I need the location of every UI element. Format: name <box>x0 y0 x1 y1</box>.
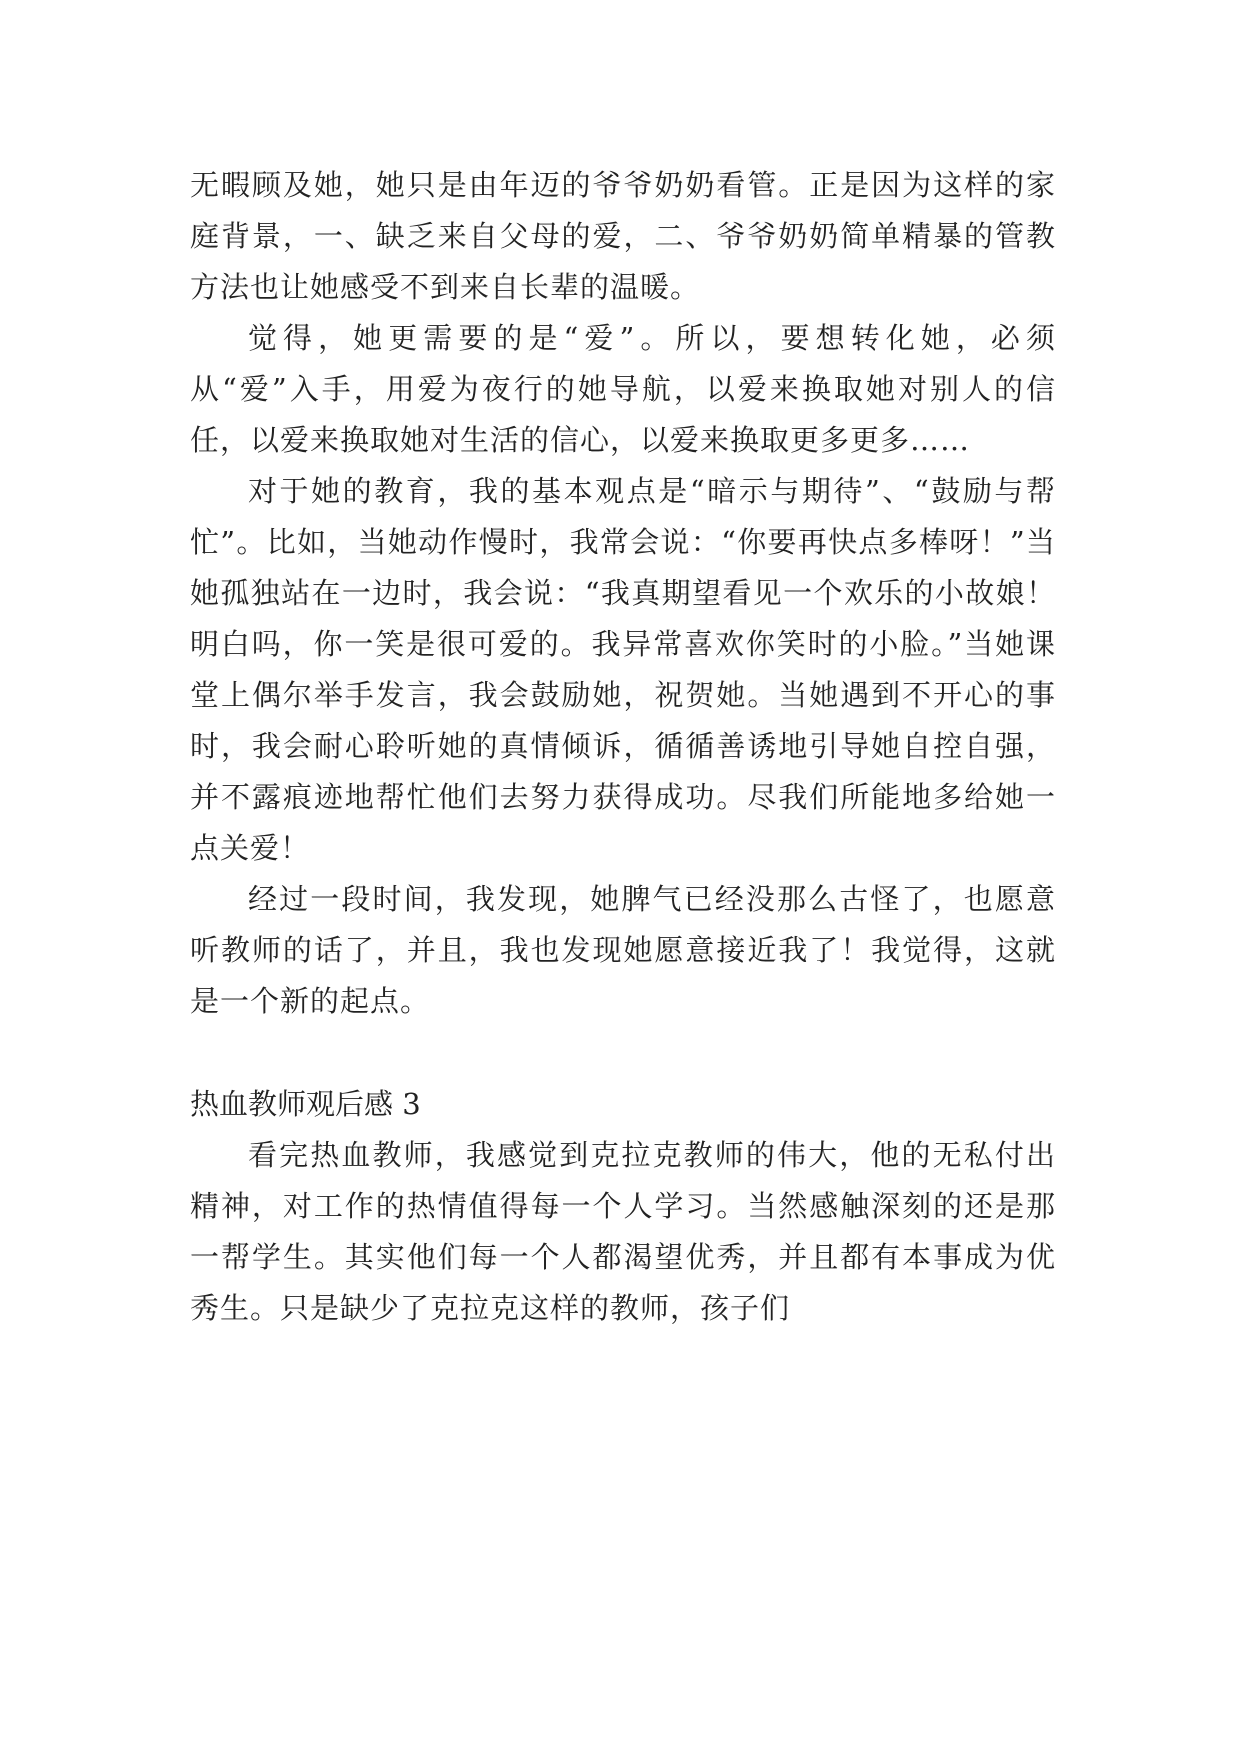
paragraph-4: 经过一段时间，我发现，她脾气已经没那么古怪了，也愿意听教师的话了，并且，我也发现她愿意接近我了！我觉得，这就是一个新的起点。 <box>190 882 1056 1018</box>
section-title: 热血教师观后感 3 <box>190 1087 421 1121</box>
paragraph-2: 觉得，她更需要的是“爱”。所以，要想转化她，必须从“爱”入手，用爱为夜行的她导航，以爱来换取她对别人的信任，以爱来换取她对生活的信心，以爱来换取更多更多…… <box>190 321 1056 457</box>
paragraph-5: 看完热血教师，我感觉到克拉克教师的伟大，他的无私付出精神，对工作的热情值得每一个人学习。当然感触深刻的还是那一帮学生。其实他们每一个人都渴望优秀，并且都有本事成为优秀生。只是缺少了克拉克这样的教师，孩子们 <box>190 1138 1056 1325</box>
paragraph-3: 对于她的教育，我的基本观点是“暗示与期待”、“鼓励与帮忙”。比如，当她动作慢时，我常会说：“你要再快点多棒呀！”当她孤独站在一边时，我会说：“我真期望看见一个欢乐的小故娘！明白吗，你一笑是很可爱的。我异常喜欢你笑时的小脸。”当她课堂上偶尔举手发言，我会鼓励她，祝贺她。当她遇到不开心的事时，我会耐心聆听她的真情倾诉，循循善诱地引导她自控自强，并不露痕迹地帮忙他们去努力获得成功。尽我们所能地多给她一点关爱！ <box>190 474 1056 865</box>
document-body <box>190 160 1056 1334</box>
paragraph-1: 无暇顾及她，她只是由年迈的爷爷奶奶看管。正是因为这样的家庭背景，一、缺乏来自父母的爱，二、爷爷奶奶简单精暴的管教方法也让她感受不到来自长辈的温暖。 <box>190 168 1056 304</box>
